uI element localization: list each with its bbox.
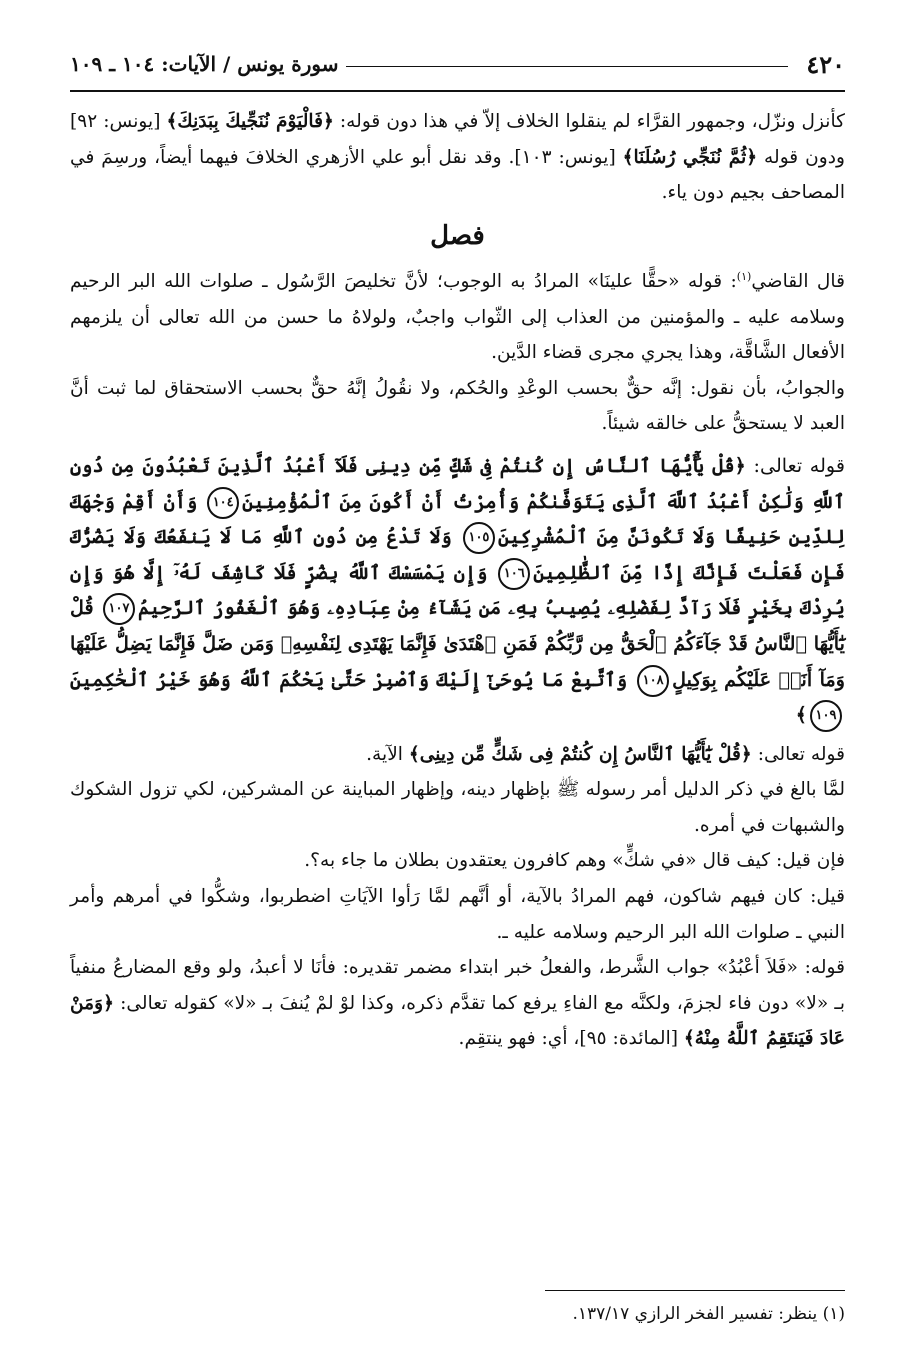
text: [يونس: ٩٢] ودون قوله <box>70 111 845 168</box>
page-header <box>70 40 845 88</box>
header-divider <box>70 90 845 92</box>
paragraph-3: والجوابُ، بأن نقول: إنَّه حقٌّ بحسب الوعْدِ والحُكم، ولا نقُولُ إنَّهُ حقٌّ بحسب الاستحقاق لما ثبت أنَّ العبد لا يستحقُّ على خالقه شيئاً. <box>70 377 845 435</box>
quran-block <box>70 448 845 733</box>
paragraph-6: لمَّا بالغ في ذكر الدليل أمر رسوله ﷺ بإظهار دينه، وإظهار المباينة عن المشركين، لكي تزول الشكوك والشبهات في أمره. <box>70 779 845 836</box>
page-number: ٤٢٠ <box>806 49 845 79</box>
quran-quote: ﴿قُلْ يَٰٓأَيُّهَا ٱلنَّاسُ إِن كُنتُمْ فِى شَكٍّ مِّن دِينِى﴾ <box>408 743 752 765</box>
text: قوله تعالى: <box>751 743 845 765</box>
header-rule <box>346 66 788 67</box>
verse-106: وَلَا تَدْعُ مِن دُونِ ٱللَّهِ مَا لَا يَنفَعُكَ وَلَا يَضُرُّكَ فَإِن فَعَلْتَ فَإِنَّكَ إِذًا مِّنَ ٱلظَّٰلِمِينَ <box>70 525 845 584</box>
footnote: (١) ينظر: تفسير الفخر الرازي ١٣٧/١٧. <box>572 1304 845 1324</box>
book-page <box>70 40 845 1057</box>
paragraph-8: قيل: كان فيهم شاكون، فهم المرادُ بالآية، أو أنَّهم لمَّا رَأوا الآيَاتِ اضطربوا، وشكُّوا في أمرهم وأمر النبي ـ صلوات الله البر الرحيم وسلامه عليه ـ. <box>70 886 845 943</box>
quran-quote: ﴿ثُمَّ نُنَجِّي رُسُلَنَا﴾ <box>622 146 758 168</box>
footnote-divider <box>545 1290 845 1291</box>
quran-quote: ﴿وَمَنْ عَادَ فَيَنتَقِمُ ٱللَّهُ مِنْهُ﴾ <box>70 992 845 1050</box>
paragraph-9 <box>70 950 845 1057</box>
verse-107: وَإِن يَمْسَسْكَ ٱللَّهُ بِضُرٍّ فَلَا كَاشِفَ لَهُۥٓ إِلَّا هُوَ وَإِن يُرِدْكَ بِخَيْرٍ فَلَا رَآدَّ لِفَضْلِهِۦ يُصِيبُ بِهِۦ مَن يَشَآءُ مِنْ عِبَادِهِۦ وَهُوَ ٱلْغَفُورُ ٱلرَّحِيمُ <box>70 560 845 620</box>
text: : قوله «حقًّا علينَا» المرادُ به الوجوب؛ لأنَّ تخليصَ الرَّسُول ـ صلوات الله البر الرحيم وسلامه عليه ـ والمؤمنين من العذاب إلى الثّواب واجبٌ، ولولاهُ ما حسن من الله تعالى أن يلزمهم الأفعال الشَّاقَّة، وهذا يجري مجرى قضاء الدَّين. <box>70 270 845 364</box>
text: قال القاضي <box>751 270 845 292</box>
text: [المائدة: ٩٥]، أي: فهو ينتقِم. <box>458 1028 684 1050</box>
verse-number-marker: ١٠٤ <box>207 487 239 519</box>
quran-quote: ﴿فَالْيَوْمَ نُنَجِّيكَ بِبَدَنِكَ﴾ <box>166 111 334 132</box>
text: [يونس: ١٠٣]. وقد نقل أبو علي الأزهري الخلافَ فيهما أيضاً، ورسِمَ في المصاحف بجيم دون ياء. <box>70 146 845 204</box>
quran-close-bracket: ﴾ <box>795 703 807 727</box>
verse-108: قُلْ يَٰٓأَيُّهَا ٱلنَّاسُ قَدْ جَآءَكُمُ ٱلْحَقُّ مِن رَّبِّكُمْ فَمَنِ ٱهْتَدَىٰ فَإِنَّمَا يَهْتَدِى لِنَفْسِهِۦ وَمَن ضَلَّ فَإِنَّمَا يَضِلُّ عَلَيْهَا وَمَآ أَنَا۠ عَلَيْكُم بِوَكِيلٍ <box>70 596 845 691</box>
paragraph-5 <box>70 737 845 773</box>
verse-number-marker: ١٠٧ <box>103 593 135 625</box>
text: كأنزل ونزّل، وجمهور القرَّاء لم ينقلوا الخلاف إلاّ في هذا دون قوله: <box>333 111 845 132</box>
surah-title: سورة يونس / الآيات: ١٠٤ ـ ١٠٩ <box>70 52 339 76</box>
text: قوله تعالى: <box>745 453 845 477</box>
paragraph-1 <box>70 104 845 211</box>
verse-104: ﴿قُلْ يَٰٓأَيُّهَا ٱلنَّاسُ إِن كُنتُمْ فِى شَكٍّ مِّن دِينِى فَلَآ أَعْبُدُ ٱلَّذِينَ تَعْبُدُونَ مِن دُونِ ٱللَّهِ وَلَٰكِنْ أَعْبُدُ ٱللَّهَ ٱلَّذِى يَتَوَفَّىٰكُمْ وَأُمِرْتُ أَنْ أَكُونَ مِنَ ٱلْمُؤْمِنِينَ <box>70 453 845 513</box>
paragraph-7: فإن قيل: كيف قال «في شكٍّ» وهم كافرون يعتقدون بطلان ما جاء به؟. <box>304 850 845 872</box>
text: الآية. <box>366 743 409 765</box>
text: قوله: «فَلاَ أعْبُدُ» جواب الشَّرط، والفعلُ خبر ابتداء مضمر تقديره: فأنَا لا أعبدُ، ولو وقع المضارعُ منفياً بـ «لا» دون فاء لجزمَ، ولكنَّه مع الفاءِ يرفع كما تقدَّم ذكره، وكذا لوْ لمْ يُنفَ بـ «لا» كقوله تعالى: <box>70 957 845 1014</box>
section-heading: فصل <box>430 220 485 251</box>
paragraph-2 <box>70 259 845 371</box>
verse-number-marker: ١٠٨ <box>637 665 669 697</box>
verse-109: وَٱتَّبِعْ مَا يُوحَىٰٓ إِلَيْكَ وَٱصْبِرْ حَتَّىٰ يَحْكُمَ ٱللَّهُ وَهُوَ خَيْرُ ٱلْحَٰكِمِينَ <box>70 667 628 691</box>
verse-number-marker: ١٠٩ <box>810 700 842 732</box>
verse-number-marker: ١٠٦ <box>498 558 530 590</box>
verse-105: وَأَنْ أَقِمْ وَجْهَكَ لِلدِّينِ حَنِيفًا وَلَا تَكُونَنَّ مِنَ ٱلْمُشْرِكِينَ <box>70 489 845 549</box>
verse-number-marker: ١٠٥ <box>463 522 495 554</box>
footnote-ref: (١) <box>736 269 752 283</box>
